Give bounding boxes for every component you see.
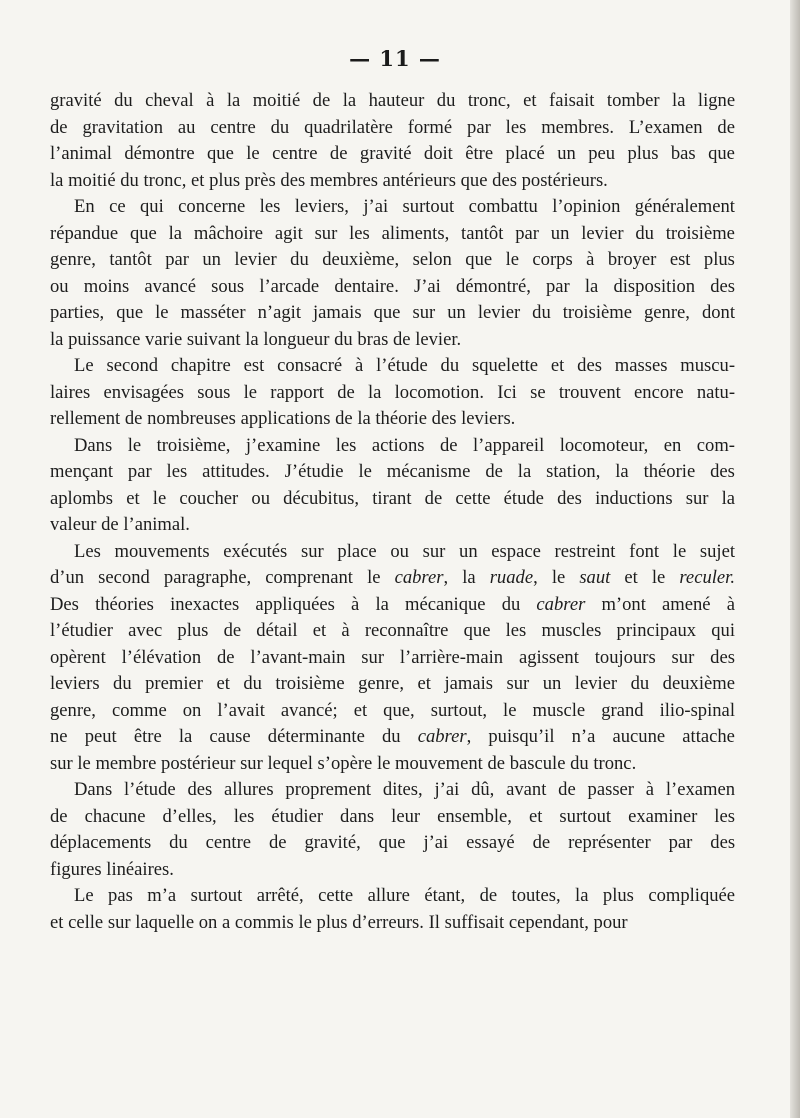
page-number: — 11 — [349, 46, 441, 71]
body-text [50, 88, 735, 936]
text-line: genre, comme on l’avait avancé; et que, surtout, le muscle grand ilio-spinal [50, 699, 735, 721]
text-line: de gravitation au centre du quadrilatère formé par les membres. L’examen de [50, 116, 735, 138]
text-line: En ce qui concerne les leviers, j’ai surtout combattu l’opinion généralement [74, 196, 735, 217]
text-line: répandue que la mâchoire agit sur les aliments, tantôt par un levier du troisième [50, 222, 735, 244]
text-line: Le second chapitre est consacré à l’étude du squelette et des masses muscu- [74, 355, 736, 376]
text-line: opèrent l’élévation de l’avant-main sur l’arrière-main agissent toujours sur des [50, 646, 735, 668]
text-line: aplombs et le coucher ou décubitus, tirant de cette étude des inductions sur la [50, 487, 736, 509]
text-line: déplacements du centre de gravité, que j’ai essayé de représenter par des [50, 832, 736, 853]
text-line: laires envisagées sous le rapport de la locomotion. Ici se trouvent encore natu- [50, 381, 736, 403]
text-line: parties, que le masséter n’agit jamais que sur un levier du troisième genre, dont [50, 302, 736, 323]
text-line: sur le membre postérieur sur lequel s’opère le mouvement de bascule du tronc. [50, 752, 637, 774]
text-line: mençant par les attitudes. J’étudie le mécanisme de la station, la théorie des [50, 461, 735, 482]
text-line: l’étudier avec plus de détail et à reconnaître que les muscles principaux qui [50, 620, 735, 641]
paragraph [50, 883, 735, 936]
text-line: gravité du cheval à la moitié de la hauteur du tronc, et faisait tomber la ligne [50, 90, 736, 111]
text-line: et celle sur laquelle on a commis le plus d’erreurs. Il suffisait cependant, pour [50, 911, 628, 933]
text-line: la puissance varie suivant la longueur du bras de levier. [50, 328, 462, 350]
paragraph [50, 88, 735, 194]
text-line: Le pas m’a surtout arrêté, cette allure étant, de toutes, la plus compliquée [74, 885, 736, 906]
text-line: ne peut être la cause déterminante du cabrer, puisqu’il n’a aucune attache [50, 726, 735, 747]
paragraph [50, 194, 735, 353]
text-line: Des théories inexactes appliquées à la mécanique du cabrer m’ont amené à [50, 593, 735, 615]
page-edge-shadow [790, 0, 800, 1118]
paragraph [50, 353, 735, 433]
text-line: valeur de l’animal. [50, 514, 190, 535]
text-line: l’animal démontre que le centre de gravité doit être placé un peu plus bas que [50, 143, 735, 164]
text-line: la moitié du tronc, et plus près des membres antérieurs que des postérieurs. [50, 169, 608, 191]
paragraph [50, 539, 735, 778]
text-line: genre, tantôt par un levier du deuxième, selon que le corps à broyer est plus [50, 249, 735, 270]
text-line: rellement de nombreuses applications de la théorie des leviers. [50, 408, 516, 429]
paragraph [50, 777, 735, 883]
text-line: figures linéaires. [50, 858, 174, 880]
paragraph [50, 433, 735, 539]
text-line: de chacune d’elles, les étudier dans leur ensemble, et surtout examiner les [50, 805, 735, 827]
text-line: d’un second paragraphe, comprenant le cabrer, la ruade, le saut et le reculer. [50, 567, 735, 588]
text-line: ou moins avancé sous l’arcade dentaire. J’ai démontré, par la disposition des [50, 275, 736, 297]
text-line: Les mouvements exécutés sur place ou sur un espace restreint font le sujet [74, 540, 736, 562]
text-line: Dans le troisième, j’examine les actions de l’appareil locomoteur, en com- [74, 434, 736, 456]
text-line: Dans l’étude des allures proprement dites, j’ai dû, avant de passer à l’examen [74, 779, 736, 800]
text-line: leviers du premier et du troisième genre, et jamais sur un levier du deuxième [50, 673, 735, 694]
